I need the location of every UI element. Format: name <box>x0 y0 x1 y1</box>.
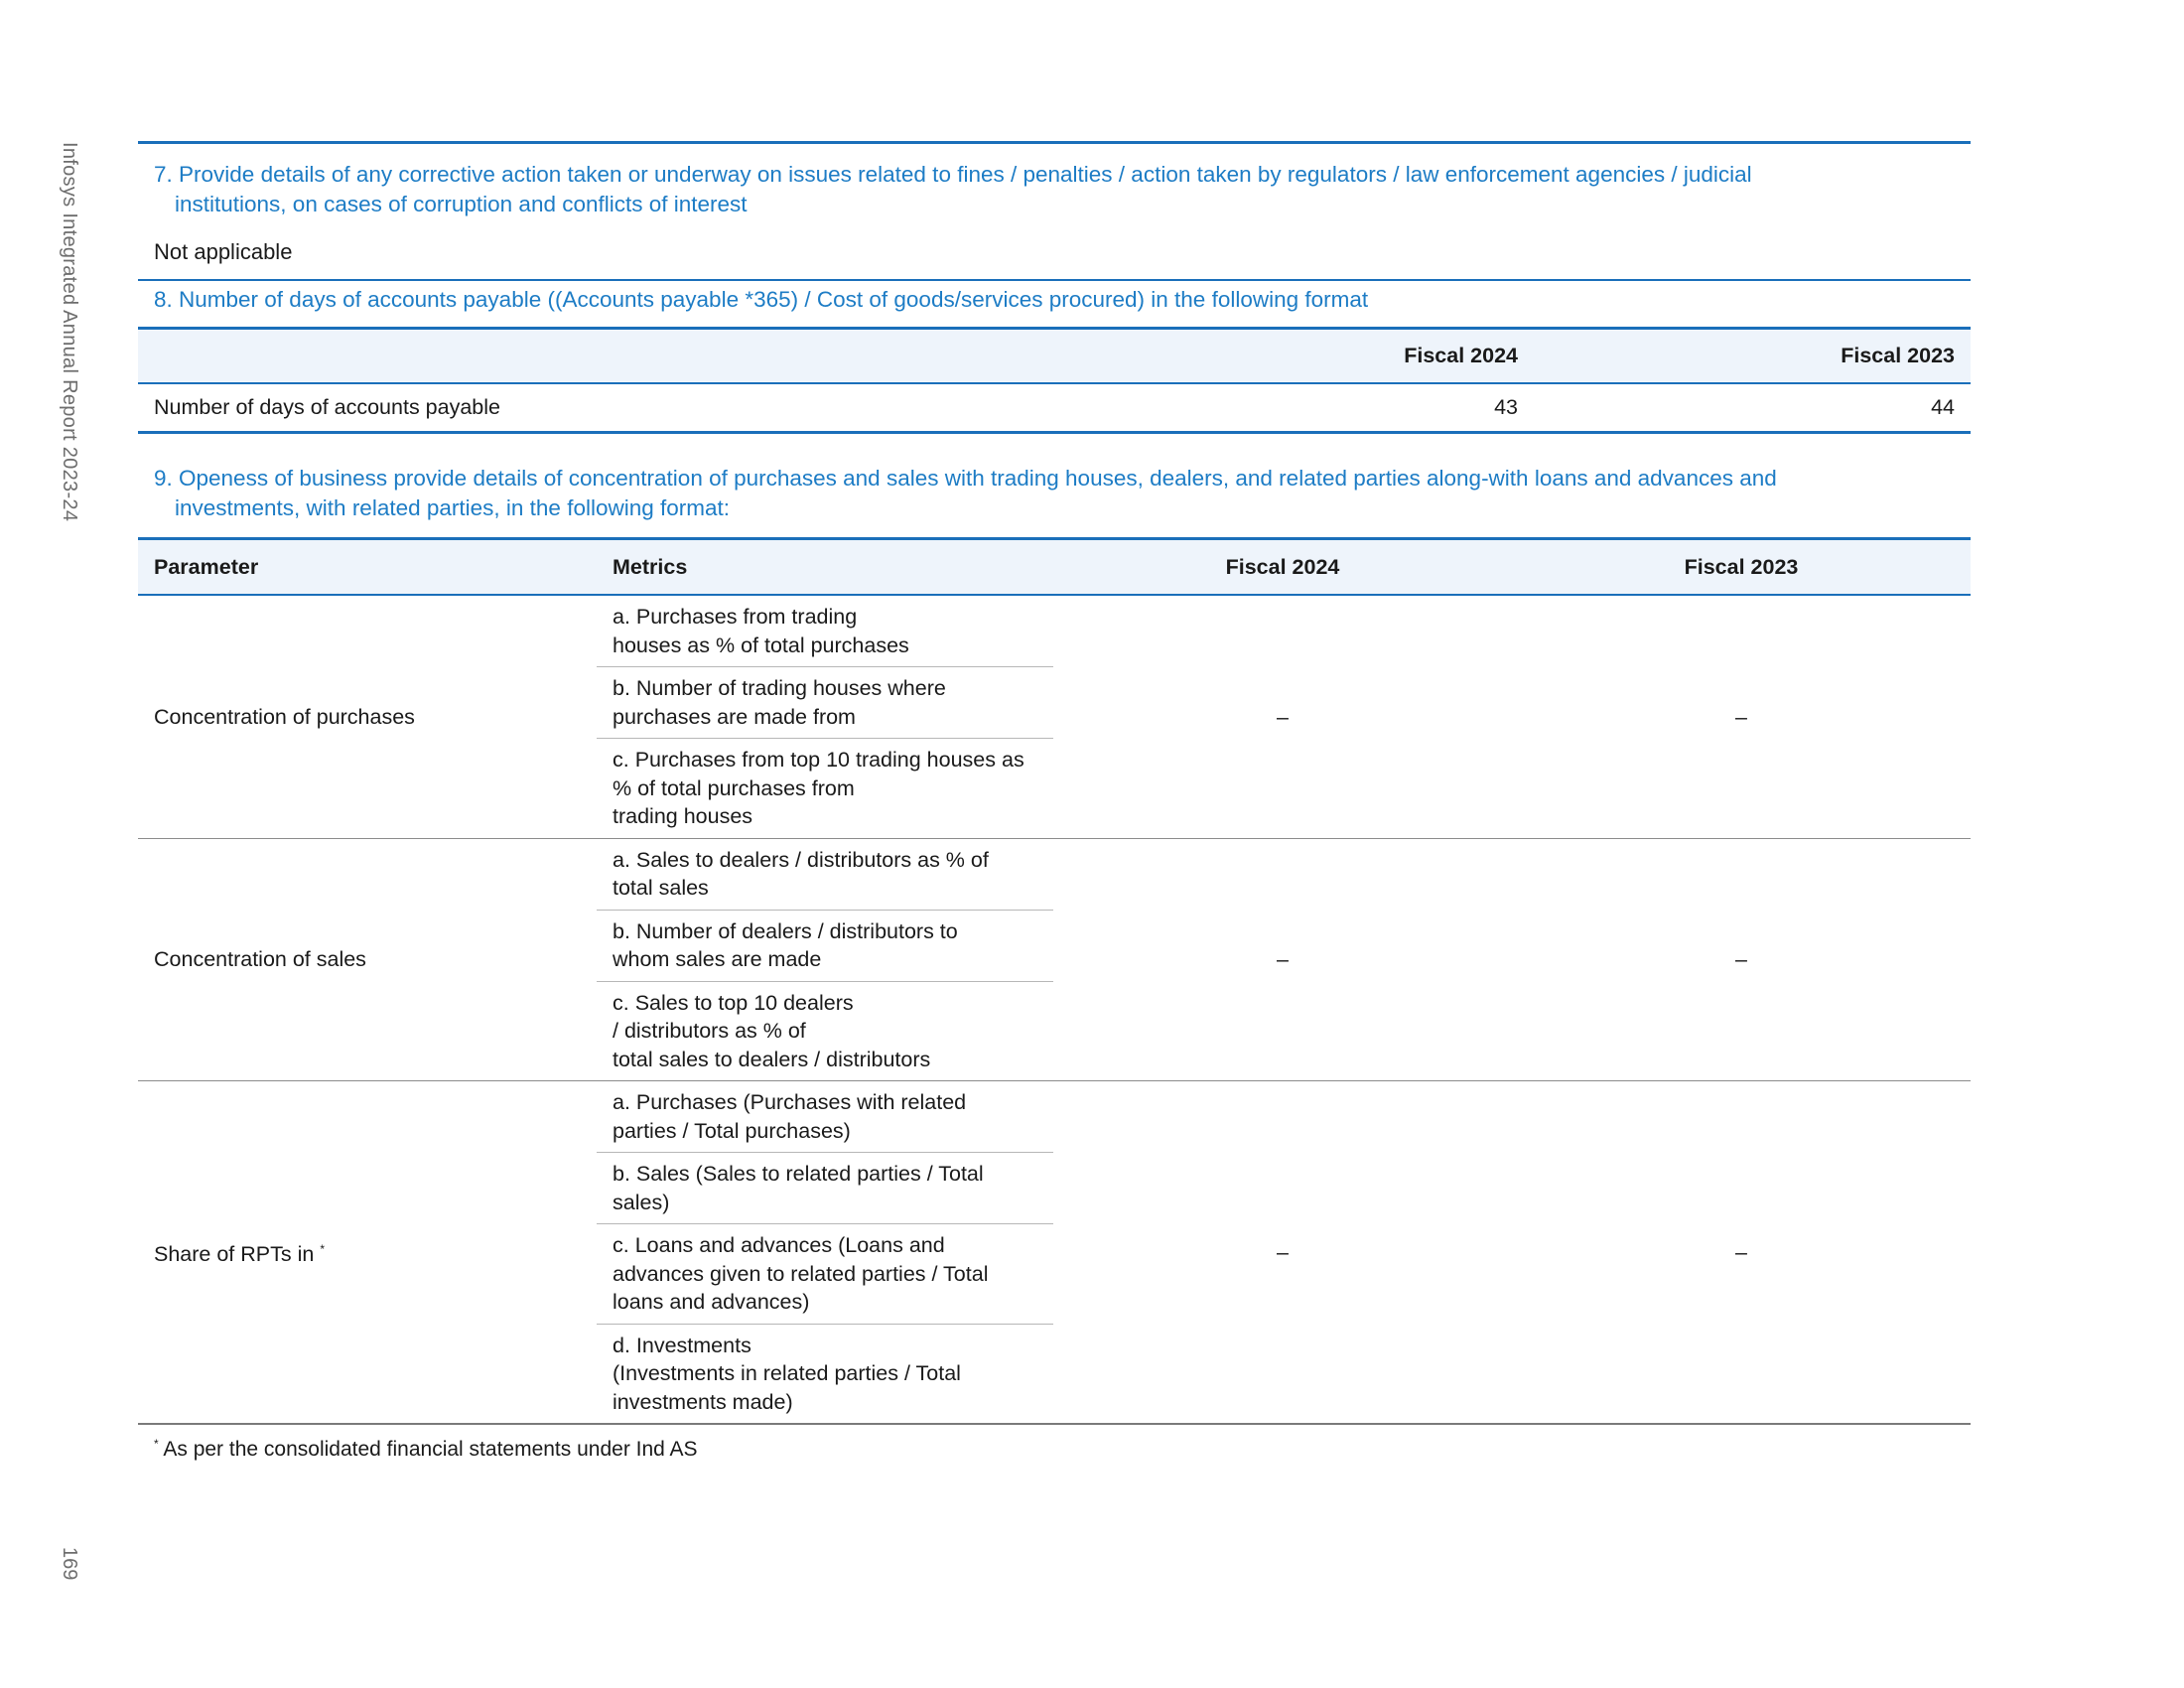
value-fiscal-2024: – <box>1053 595 1512 838</box>
header-blank <box>138 329 1174 384</box>
question-7-text: Provide details of any corrective action taken or underway on issues related to fines / penalties / action taken by regulators / law enforcement agencies / judicial <box>179 162 1752 187</box>
metric-cell <box>597 667 1053 739</box>
question-9-line-1: 9. Openess of business provide details of concentration of purchases and sales with trading houses, dealers, and related parties along-with loans and advances and <box>154 466 1777 491</box>
metric-cell <box>597 1081 1053 1153</box>
metric-line: % of total purchases from <box>613 775 855 800</box>
question-8-heading: 8. Number of days of accounts payable ((Accounts payable *365) / Cost of goods/services procured) in the following format <box>138 279 1971 327</box>
accounts-payable-table <box>138 327 1971 434</box>
header-fiscal-2023: Fiscal 2023 <box>1512 539 1971 596</box>
parameter-concentration-of-sales: Concentration of sales <box>138 838 597 1081</box>
metric-line: houses as % of total purchases <box>613 633 909 657</box>
metric-line: a. Purchases (Purchases with related <box>613 1090 967 1114</box>
metric-line: whom sales are made <box>613 947 822 971</box>
metric-cell <box>597 1324 1053 1424</box>
metric-cell <box>597 595 1053 667</box>
report-side-title: Infosys Integrated Annual Report 2023-24 <box>59 142 80 522</box>
value-fiscal-2023: 44 <box>1534 383 1971 433</box>
table-header-row <box>138 539 1971 596</box>
metric-line: c. Sales to top 10 dealers <box>613 990 854 1015</box>
metric-line: purchases are made from <box>613 704 856 729</box>
question-7-line-1 <box>154 160 1955 190</box>
metric-line: a. Sales to dealers / distributors as % of <box>613 847 989 872</box>
question-9-line-2: investments, with related parties, in the following format: <box>175 495 731 520</box>
page-content <box>138 141 1971 1474</box>
question-9-heading <box>138 434 1971 537</box>
metric-line: loans and advances) <box>613 1290 810 1314</box>
metric-cell <box>597 838 1053 910</box>
metric-line: d. Investments <box>613 1333 751 1357</box>
metric-line: b. Number of trading houses where <box>613 676 946 700</box>
metric-line: parties / Total purchases) <box>613 1118 851 1143</box>
parameter-share-of-rpts <box>138 1081 597 1425</box>
header-fiscal-2023: Fiscal 2023 <box>1534 329 1971 384</box>
value-fiscal-2023: – <box>1512 1081 1971 1425</box>
question-7-answer: Not applicable <box>154 239 293 264</box>
metric-cell <box>597 1153 1053 1224</box>
metric-line: advances given to related parties / Total <box>613 1261 989 1286</box>
footnote-marker: * <box>320 1242 325 1257</box>
parameter-label: Share of RPTs in <box>154 1242 315 1267</box>
metric-line: total sales <box>613 876 709 900</box>
metric-cell <box>597 910 1053 981</box>
parameter-concentration-of-purchases: Concentration of purchases <box>138 595 597 838</box>
metric-line: sales) <box>613 1190 670 1214</box>
value-fiscal-2023: – <box>1512 838 1971 1081</box>
value-fiscal-2024: – <box>1053 1081 1512 1425</box>
metric-line: (Investments in related parties / Total <box>613 1361 961 1385</box>
footnote-text: As per the consolidated financial statements under Ind AS <box>163 1438 698 1461</box>
value-fiscal-2024: 43 <box>1174 383 1534 433</box>
metric-line: b. Sales (Sales to related parties / Total <box>613 1162 984 1186</box>
value-fiscal-2023: – <box>1512 595 1971 838</box>
question-7-heading <box>138 141 1971 219</box>
metric-line: c. Loans and advances (Loans and <box>613 1233 945 1257</box>
header-parameter: Parameter <box>138 539 597 596</box>
metric-line: / distributors as % of <box>613 1019 806 1043</box>
metric-cell <box>597 1224 1053 1325</box>
metric-line: investments made) <box>613 1389 793 1414</box>
metric-line: b. Number of dealers / distributors to <box>613 918 958 943</box>
table-row <box>138 838 1971 910</box>
table-row <box>138 1081 1971 1153</box>
table-row <box>138 595 1971 667</box>
metric-line: c. Purchases from top 10 trading houses as <box>613 748 1024 772</box>
openness-of-business-table <box>138 537 1971 1425</box>
footnote-marker: * <box>154 1437 159 1451</box>
footnote <box>138 1425 1971 1474</box>
metric-cell <box>597 739 1053 839</box>
table-row <box>138 383 1971 433</box>
metric-line: trading houses <box>613 804 753 828</box>
metric-cell <box>597 981 1053 1081</box>
table-header-row <box>138 329 1971 384</box>
header-fiscal-2024: Fiscal 2024 <box>1174 329 1534 384</box>
question-7-number: 7. <box>154 162 173 187</box>
metric-line: a. Purchases from trading <box>613 605 858 629</box>
metric-line: total sales to dealers / distributors <box>613 1047 931 1071</box>
page-number: 169 <box>59 1547 80 1581</box>
question-7-line-2: institutions, on cases of corruption and conflicts of interest <box>175 192 748 216</box>
row-label: Number of days of accounts payable <box>138 383 1174 433</box>
header-fiscal-2024: Fiscal 2024 <box>1053 539 1512 596</box>
value-fiscal-2024: – <box>1053 838 1512 1081</box>
header-metrics: Metrics <box>597 539 1053 596</box>
